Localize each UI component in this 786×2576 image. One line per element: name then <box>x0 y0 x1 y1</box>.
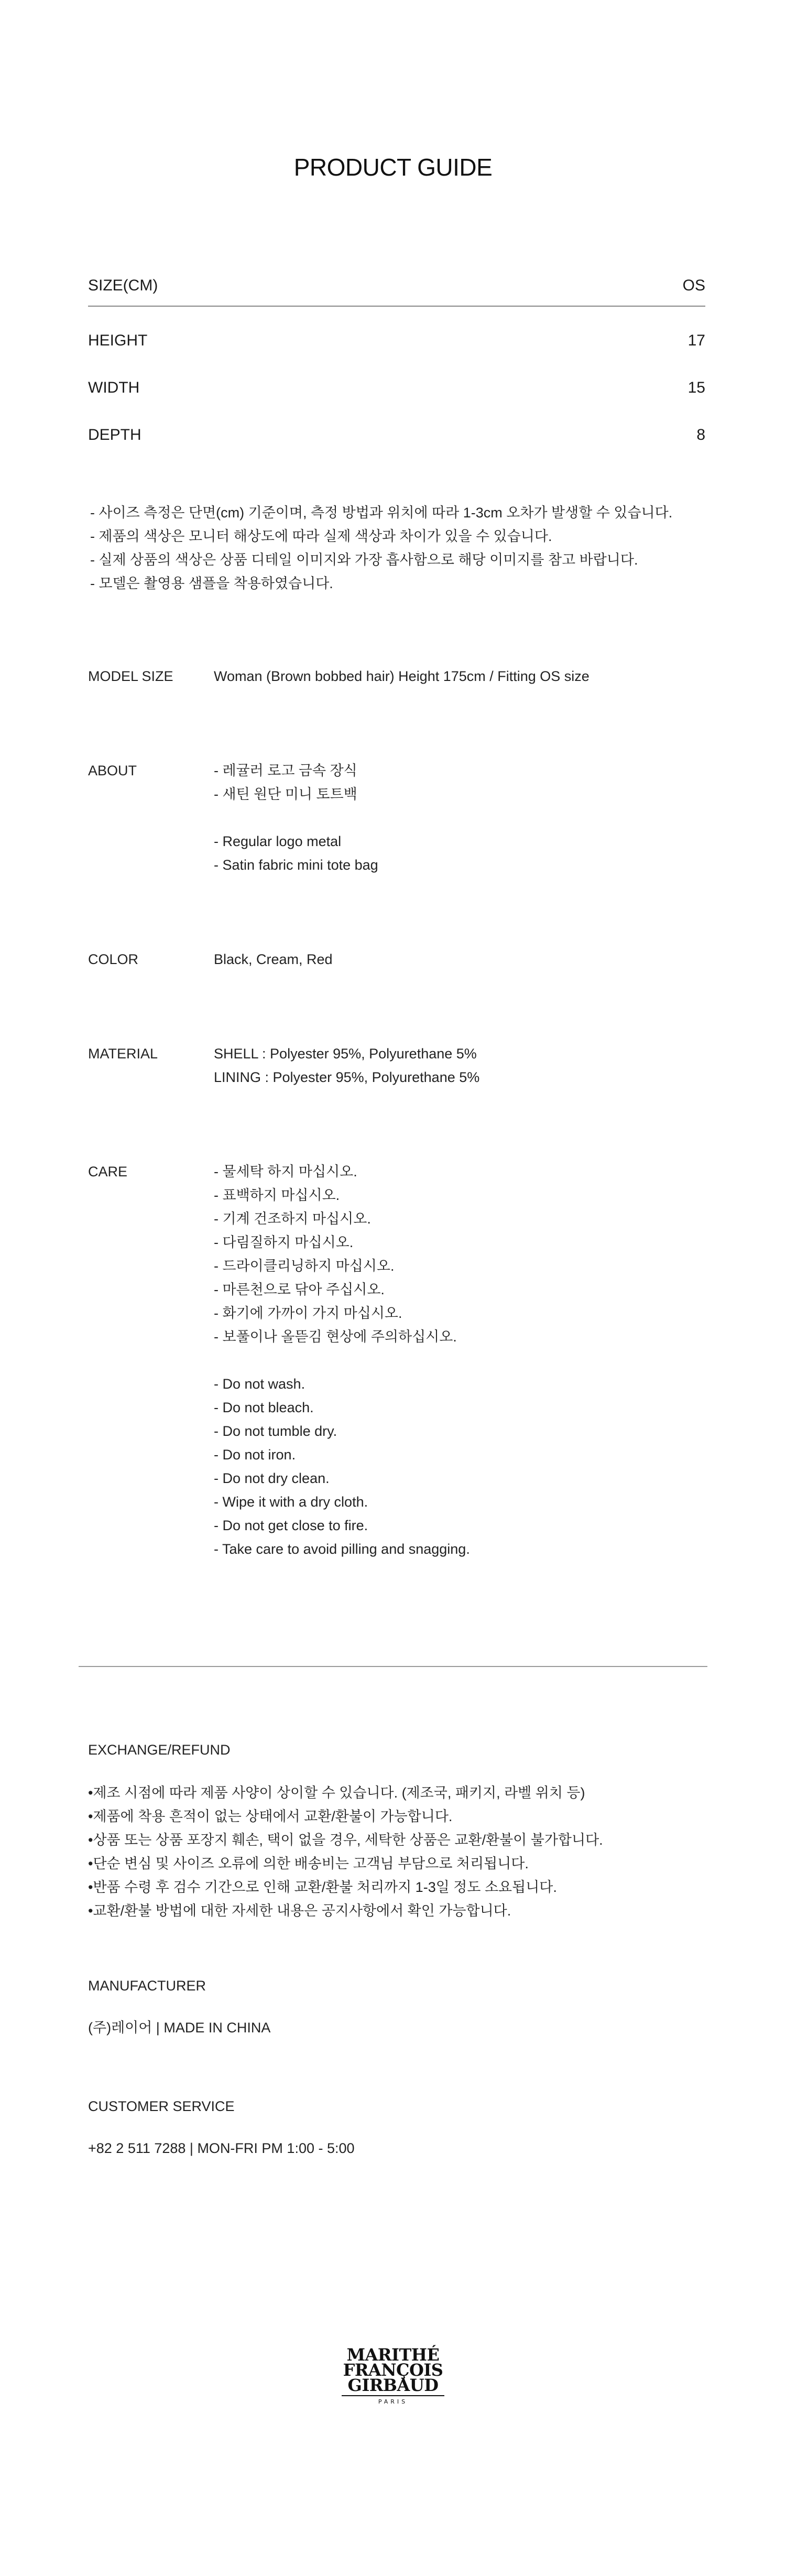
exchange-refund-section <box>88 1739 603 1923</box>
logo-sub: PARIS <box>378 2398 408 2405</box>
size-row-value: 17 <box>687 332 705 349</box>
exchange-line: •제품에 착용 흔적이 없는 상태에서 교환/환불이 가능합니다. <box>88 1809 453 1824</box>
size-header-value: OS <box>682 277 705 294</box>
brand-logo <box>335 2347 451 2405</box>
about-line: - 새틴 원단 미니 토트백 <box>214 786 357 802</box>
about-line: - 레귤러 로고 금속 장식 <box>214 763 357 778</box>
size-row-value: 15 <box>687 379 705 396</box>
size-row-label: WIDTH <box>88 379 140 396</box>
customer-service-value: +82 2 511 7288 | MON-FRI PM 1:00 - 5:00 <box>88 2140 355 2156</box>
care-line: - Do not tumble dry. <box>214 1423 337 1439</box>
care-body <box>214 1160 685 1561</box>
section-divider <box>79 1666 707 1667</box>
care-line: - 화기에 가까이 가지 마십시오. <box>214 1305 402 1321</box>
about-line: - Satin fabric mini tote bag <box>214 857 378 873</box>
care-line: - 마른천으로 닦아 주십시오. <box>214 1282 385 1297</box>
exchange-line: •단순 변심 및 사이즈 오류에 의한 배송비는 고객님 부담으로 처리됩니다. <box>88 1856 529 1871</box>
note-line: - 사이즈 측정은 단면(cm) 기준이며, 측정 방법과 위치에 따라 1-3cm 오차가 발생할 수 있습니다. <box>90 505 673 521</box>
care-line: - Do not iron. <box>214 1447 296 1463</box>
size-row-label: HEIGHT <box>88 332 148 349</box>
material-line: LINING : Polyester 95%, Polyurethane 5% <box>214 1069 480 1085</box>
note-line: - 제품의 색상은 모니터 해상도에 따라 실제 색상과 차이가 있을 수 있습니다. <box>90 528 552 544</box>
manufacturer-section <box>88 1975 270 2038</box>
care-line <box>214 1349 685 1372</box>
size-header-label: SIZE(CM) <box>88 277 158 294</box>
exchange-line: •상품 또는 상품 포장지 훼손, 택이 없을 경우, 세탁한 상품은 교환/환불이 불가합니다. <box>88 1832 603 1848</box>
size-table-header <box>88 275 705 307</box>
manufacturer-title: MANUFACTURER <box>88 1978 206 1994</box>
material-line: SHELL : Polyester 95%, Polyurethane 5% <box>214 1046 477 1062</box>
care-line: - 표백하지 마십시오. <box>214 1187 340 1203</box>
size-table <box>88 275 705 459</box>
logo-line-1: MARITHÉ <box>346 2345 440 2365</box>
care-line: - Do not bleach. <box>214 1400 314 1415</box>
color-value: Black, Cream, Red <box>214 951 333 967</box>
care-line: - 드라이클리닝하지 마십시오. <box>214 1258 395 1274</box>
model-size-value: Woman (Brown bobbed hair) Height 175cm / Fitting OS size <box>214 668 590 684</box>
color-label: COLOR <box>88 951 139 967</box>
care-label: CARE <box>88 1164 128 1179</box>
care-line: - Wipe it with a dry cloth. <box>214 1494 368 1510</box>
care-line: - Do not get close to fire. <box>214 1518 368 1533</box>
size-row-height <box>88 317 705 364</box>
care-line: - Do not wash. <box>214 1376 305 1392</box>
logo-rule <box>342 2395 444 2396</box>
customer-service-section <box>88 2096 355 2159</box>
care-line: - Take care to avoid pilling and snagging. <box>214 1541 470 1557</box>
manufacturer-value: (주)레이어 | MADE IN CHINA <box>88 2020 271 2036</box>
care-line: - 다림질하지 마십시오. <box>214 1235 354 1250</box>
exchange-line: •반품 수령 후 검수 기간으로 인해 교환/환불 처리까지 1-3일 정도 소요됩니다. <box>88 1879 557 1895</box>
model-size-label: MODEL SIZE <box>88 668 173 684</box>
care-line: - 보풀이나 올뜯김 현상에 주의하십시오. <box>214 1329 457 1345</box>
size-row-depth <box>88 412 705 459</box>
logo-line-3: GIRBAUD <box>347 2375 439 2395</box>
model-size-body <box>214 665 685 688</box>
size-row-label: DEPTH <box>88 426 141 443</box>
about-line: - Regular logo metal <box>214 834 342 849</box>
size-notes <box>90 501 672 596</box>
color-body <box>214 948 685 971</box>
care-line: - Do not dry clean. <box>214 1470 330 1486</box>
note-line: - 모델은 촬영용 샘플을 착용하였습니다. <box>90 576 333 591</box>
care-line: - 물세탁 하지 마십시오. <box>214 1164 357 1179</box>
about-body <box>214 759 685 877</box>
about-line <box>214 806 685 830</box>
exchange-title: EXCHANGE/REFUND <box>88 1742 231 1758</box>
customer-service-title: CUSTOMER SERVICE <box>88 2098 235 2114</box>
size-row-width <box>88 364 705 412</box>
exchange-line: •교환/환불 방법에 대한 자세한 내용은 공지사항에서 확인 가능합니다. <box>88 1903 511 1919</box>
exchange-line: •제조 시점에 따라 제품 사양이 상이할 수 있습니다. (제조국, 패키지, 라벨 위치 등) <box>88 1785 585 1801</box>
page-title: PRODUCT GUIDE <box>293 154 493 181</box>
material-body <box>214 1042 685 1089</box>
care-line: - 기계 건조하지 마십시오. <box>214 1211 371 1227</box>
exchange-lines <box>88 1781 603 1923</box>
material-label: MATERIAL <box>88 1046 158 1062</box>
about-label: ABOUT <box>88 763 137 778</box>
note-line: - 실제 상품의 색상은 상품 디테일 이미지와 가장 흡사함으로 해당 이미지를 참고 바랍니다. <box>90 552 638 568</box>
size-row-value: 8 <box>696 426 705 443</box>
logo-line-2: FRANÇOIS <box>343 2360 443 2380</box>
